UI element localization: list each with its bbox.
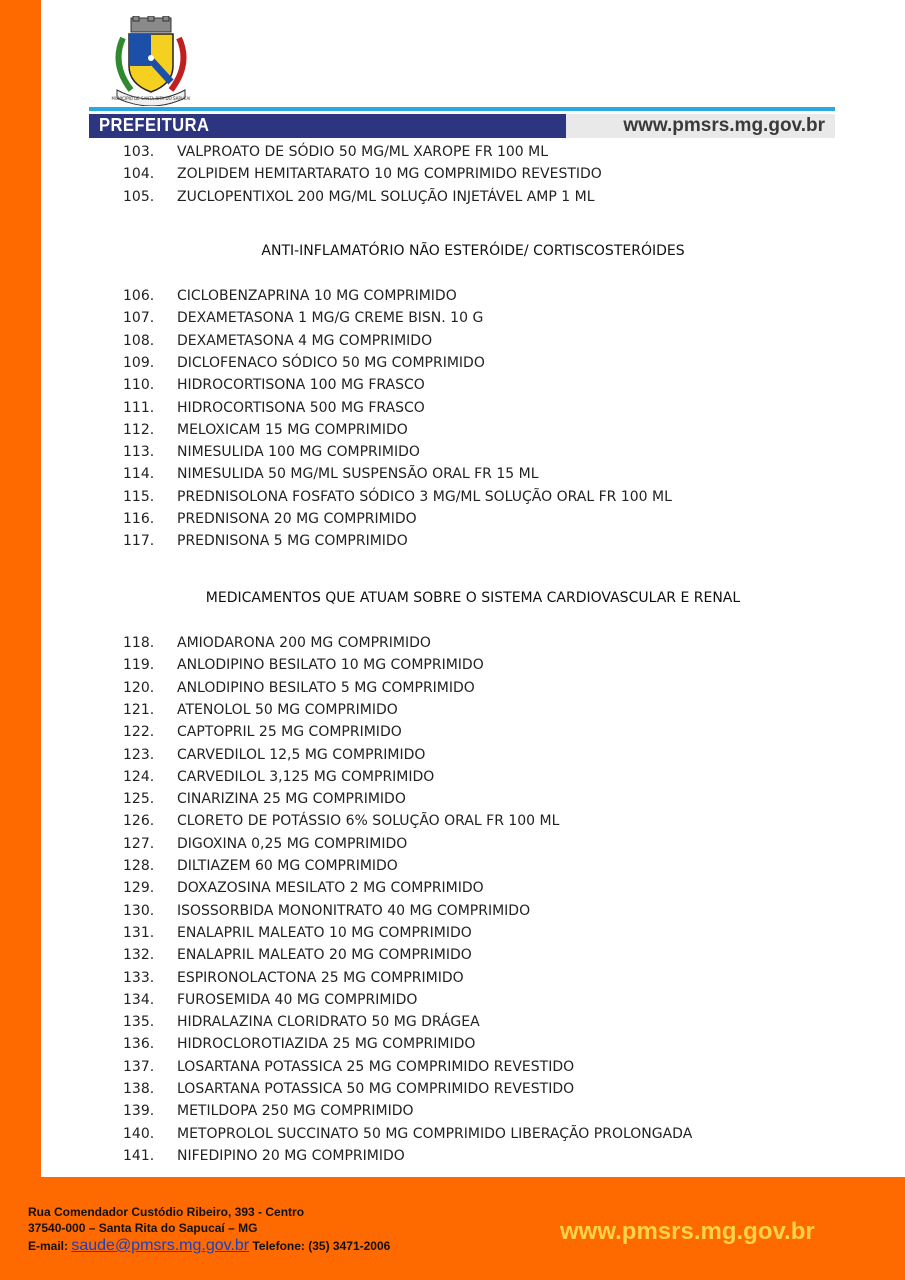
item-text: MELOXICAM 15 MG COMPRIMIDO bbox=[177, 421, 408, 438]
item-number: 131. bbox=[123, 924, 155, 941]
item-number: 120. bbox=[123, 679, 155, 696]
email-label: E-mail: bbox=[28, 1239, 72, 1253]
item-text: DICLOFENACO SÓDICO 50 MG COMPRIMIDO bbox=[177, 354, 485, 371]
item-number: 127. bbox=[123, 835, 155, 852]
header-url-box bbox=[566, 114, 835, 138]
item-number: 112. bbox=[123, 421, 155, 438]
item-number: 134. bbox=[123, 991, 155, 1008]
item-text: VALPROATO DE SÓDIO 50 MG/ML XAROPE FR 100 ML bbox=[177, 144, 549, 160]
item-text: ZOLPIDEM HEMITARTARATO 10 MG COMPRIMIDO REVESTIDO bbox=[177, 166, 602, 183]
item-text: METOPROLOL SUCCINATO 50 MG COMPRIMIDO LIBERAÇÃO PROLONGADA bbox=[177, 1125, 693, 1142]
item-number: 103. bbox=[123, 144, 155, 160]
item-number: 123. bbox=[123, 746, 155, 763]
item-text: DEXAMETASONA 4 MG COMPRIMIDO bbox=[177, 332, 433, 349]
item-number: 116. bbox=[123, 511, 155, 527]
item-text: ENALAPRIL MALEATO 20 MG COMPRIMIDO bbox=[177, 947, 472, 964]
item-text: CINARIZINA 25 MG COMPRIMIDO bbox=[177, 791, 406, 808]
item-text: CARVEDILOL 3,125 MG COMPRIMIDO bbox=[177, 768, 435, 785]
coat-of-arms-logo bbox=[109, 16, 193, 106]
item-text: PREDNISOLONA FOSFATO SÓDICO 3 MG/ML SOLUÇÃO ORAL FR 100 ML bbox=[177, 488, 672, 505]
item-number: 104. bbox=[123, 166, 155, 183]
header-accent-line bbox=[89, 107, 835, 111]
item-number: 113. bbox=[123, 444, 155, 461]
item-number: 132. bbox=[123, 947, 155, 964]
item-text: CAPTOPRIL 25 MG COMPRIMIDO bbox=[177, 724, 402, 741]
item-number: 138. bbox=[123, 1081, 155, 1097]
item-text: DIGOXINA 0,25 MG COMPRIMIDO bbox=[177, 835, 408, 852]
footer-url[interactable]: www.pmsrs.mg.gov.br bbox=[560, 1218, 815, 1245]
item-number: 114. bbox=[123, 466, 155, 483]
item-number: 126. bbox=[123, 813, 155, 830]
item-text: CICLOBENZAPRINA 10 MG COMPRIMIDO bbox=[177, 288, 457, 304]
item-text: ESPIRONOLACTONA 25 MG COMPRIMIDO bbox=[177, 969, 464, 986]
item-text: ANLODIPINO BESILATO 10 MG COMPRIMIDO bbox=[177, 657, 484, 674]
item-text: ATENOLOL 50 MG COMPRIMIDO bbox=[177, 701, 398, 718]
item-text: NIMESULIDA 100 MG COMPRIMIDO bbox=[177, 444, 420, 461]
item-number: 139. bbox=[123, 1103, 155, 1120]
item-text: FUROSEMIDA 40 MG COMPRIMIDO bbox=[177, 991, 418, 1008]
item-number: 118. bbox=[123, 635, 155, 651]
item-text: HIDROCLOROTIAZIDA 25 MG COMPRIMIDO bbox=[177, 1036, 476, 1053]
item-number: 129. bbox=[123, 880, 155, 897]
item-number: 124. bbox=[123, 768, 155, 785]
footer-contact bbox=[28, 1237, 390, 1255]
item-number: 140. bbox=[123, 1125, 155, 1142]
item-text: DEXAMETASONA 1 MG/G CREME BISN. 10 G bbox=[177, 310, 484, 327]
footer-address-line2: 37540-000 – Santa Rita do Sapucaí – MG bbox=[28, 1221, 258, 1235]
item-number: 117. bbox=[123, 533, 155, 550]
item-number: 109. bbox=[123, 354, 155, 371]
section-heading-cardiovascular: MEDICAMENTOS QUE ATUAM SOBRE O SISTEMA CARDIOVASCULAR E RENAL bbox=[205, 590, 741, 606]
item-number: 121. bbox=[123, 701, 155, 718]
item-number: 136. bbox=[123, 1036, 155, 1053]
item-number: 108. bbox=[123, 332, 155, 349]
item-number: 125. bbox=[123, 791, 155, 808]
item-number: 111. bbox=[123, 399, 155, 416]
item-number: 141. bbox=[123, 1147, 155, 1164]
item-number: 119. bbox=[123, 657, 155, 674]
footer-address-line1: Rua Comendador Custódio Ribeiro, 393 - Centro bbox=[28, 1205, 305, 1219]
item-text: ZUCLOPENTIXOL 200 MG/ML SOLUÇÃO INJETÁVEL AMP 1 ML bbox=[177, 188, 595, 205]
item-number: 110. bbox=[123, 377, 155, 394]
item-text: HIDROCORTISONA 500 MG FRASCO bbox=[177, 399, 425, 416]
item-number: 107. bbox=[123, 310, 155, 327]
item-text: LOSARTANA POTASSICA 25 MG COMPRIMIDO REVESTIDO bbox=[177, 1058, 575, 1075]
item-text: NIFEDIPINO 20 MG COMPRIMIDO bbox=[177, 1147, 405, 1164]
item-number: 135. bbox=[123, 1014, 155, 1031]
item-number: 106. bbox=[123, 288, 155, 304]
item-text: LOSARTANA POTASSICA 50 MG COMPRIMIDO REVESTIDO bbox=[177, 1081, 575, 1097]
item-number: 105. bbox=[123, 188, 155, 205]
item-text: PREDNISONA 20 MG COMPRIMIDO bbox=[177, 511, 417, 527]
item-number: 133. bbox=[123, 969, 155, 986]
item-text: ISOSSORBIDA MONONITRATO 40 MG COMPRIMIDO bbox=[177, 902, 531, 919]
item-text: ANLODIPINO BESILATO 5 MG COMPRIMIDO bbox=[177, 679, 475, 696]
phone-text: Telefone: (35) 3471-2006 bbox=[249, 1239, 391, 1253]
section-heading-anti-inflammatory: ANTI-INFLAMATÓRIO NÃO ESTERÓIDE/ CORTISCOSTERÓIDES bbox=[261, 243, 685, 259]
item-text: CARVEDILOL 12,5 MG COMPRIMIDO bbox=[177, 746, 426, 763]
item-number: 137. bbox=[123, 1058, 155, 1075]
item-number: 115. bbox=[123, 488, 155, 505]
item-text: ENALAPRIL MALEATO 10 MG COMPRIMIDO bbox=[177, 924, 472, 941]
item-text: DOXAZOSINA MESILATO 2 MG COMPRIMIDO bbox=[177, 880, 484, 897]
item-text: NIMESULIDA 50 MG/ML SUSPENSÃO ORAL FR 15 ML bbox=[177, 466, 539, 483]
item-text: HIDRALAZINA CLORIDRATO 50 MG DRÁGEA bbox=[177, 1014, 480, 1031]
item-text: AMIODARONA 200 MG COMPRIMIDO bbox=[177, 635, 431, 651]
item-number: 128. bbox=[123, 858, 155, 874]
item-text: DILTIAZEM 60 MG COMPRIMIDO bbox=[177, 858, 398, 874]
brand-title: PREFEITURA bbox=[99, 115, 210, 135]
item-number: 130. bbox=[123, 902, 155, 919]
svg-text:MUNICIPIO DE SANTA RITA DO SAP: MUNICIPIO DE SANTA RITA DO SAPUCAI bbox=[111, 96, 191, 101]
header-url[interactable]: www.pmsrs.mg.gov.br bbox=[623, 115, 825, 136]
email-link[interactable]: saude@pmsrs.mg.gov.br bbox=[71, 1237, 250, 1254]
item-text: METILDOPA 250 MG COMPRIMIDO bbox=[177, 1103, 414, 1120]
item-text: PREDNISONA 5 MG COMPRIMIDO bbox=[177, 533, 408, 550]
item-number: 122. bbox=[123, 724, 155, 741]
document-page bbox=[41, 0, 905, 1177]
item-text: CLORETO DE POTÁSSIO 6% SOLUÇÃO ORAL FR 100 ML bbox=[177, 813, 560, 830]
item-text: HIDROCORTISONA 100 MG FRASCO bbox=[177, 377, 425, 394]
